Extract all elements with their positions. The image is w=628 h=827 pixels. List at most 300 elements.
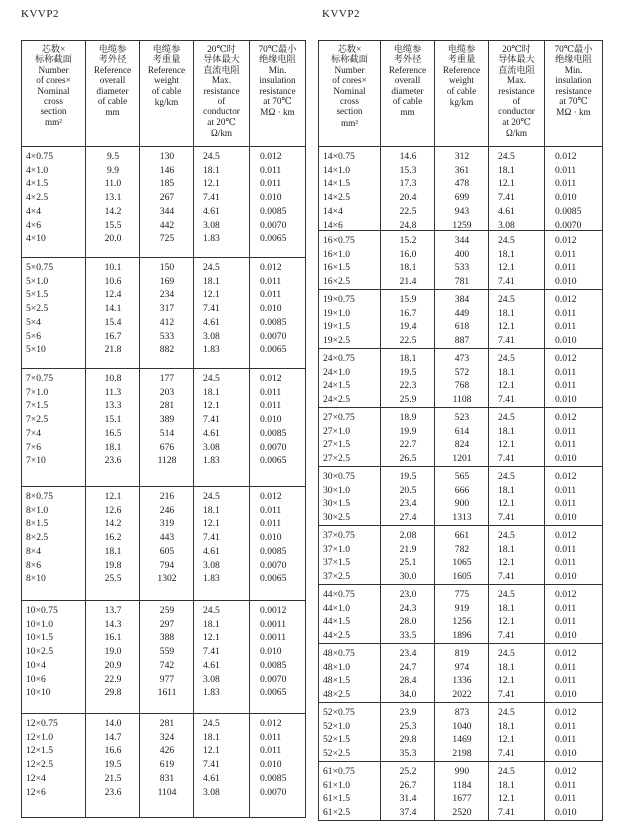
row-group	[319, 147, 603, 231]
diameter-cell: 23.4	[399, 498, 417, 510]
diameter-cell: 14.0	[104, 718, 122, 729]
core-section-cell: 5×6	[26, 330, 42, 342]
table-row	[319, 452, 603, 466]
diameter-cell: 19.5	[399, 366, 417, 378]
insulation-cell: 0.012	[555, 412, 577, 423]
insulation-cell: 0.0065	[260, 233, 287, 245]
core-section-cell: 30×2.5	[323, 512, 350, 524]
column-divider	[434, 703, 435, 761]
table-row	[22, 786, 306, 800]
column-divider	[85, 147, 86, 257]
table-row	[319, 497, 603, 511]
resistance-cell: 12.1	[203, 289, 220, 301]
table-row	[319, 293, 603, 307]
table-row	[319, 747, 603, 761]
diameter-cell: 16.7	[104, 330, 122, 342]
core-section-cell: 5×4	[26, 316, 42, 328]
diameter-cell: 9.9	[107, 164, 119, 176]
insulation-cell: 0.011	[260, 386, 282, 398]
column-header-line: Nominal	[37, 85, 70, 96]
insulation-cell: 0.0070	[555, 219, 582, 231]
weight-cell: 533	[454, 262, 470, 274]
weight-cell: 1469	[452, 734, 472, 746]
diameter-cell: 23.4	[399, 648, 417, 659]
insulation-cell: 0.0085	[260, 545, 287, 557]
resistance-cell: 12.1	[203, 632, 220, 644]
column-header-line: 芯数×	[41, 44, 66, 54]
core-section-cell: 10×1.0	[26, 618, 53, 630]
insulation-cell: 0.011	[555, 439, 577, 451]
core-section-cell: 12×4	[26, 772, 46, 784]
column-unit: Ω/km	[505, 128, 528, 139]
diameter-cell: 16.6	[104, 745, 122, 757]
table-row	[22, 604, 306, 618]
resistance-cell: 24.5	[498, 151, 515, 162]
weight-cell: 344	[159, 205, 175, 217]
table-row	[319, 366, 603, 380]
diameter-cell: 11.3	[104, 386, 122, 398]
weight-cell: 2198	[452, 748, 472, 760]
column-divider	[193, 601, 194, 713]
column-divider	[380, 644, 381, 702]
weight-cell: 324	[159, 731, 175, 743]
table-row	[319, 150, 603, 164]
resistance-cell: 3.08	[203, 559, 220, 571]
table-row	[22, 744, 306, 758]
column-divider	[488, 408, 489, 466]
core-section-cell: 14×2.5	[323, 192, 350, 204]
core-section-cell: 19×1.0	[323, 307, 350, 319]
column-divider	[193, 369, 194, 486]
column-divider	[139, 487, 140, 600]
resistance-cell: 24.5	[203, 718, 220, 729]
column-divider	[193, 487, 194, 600]
column-divider	[488, 147, 489, 230]
resistance-cell: 12.1	[498, 557, 515, 569]
column-header-line: at 20℃	[502, 116, 531, 127]
table-row	[319, 688, 603, 702]
table-row	[22, 191, 306, 205]
weight-cell: 572	[454, 366, 470, 378]
column-header-line: 绝缘电阻	[555, 54, 592, 65]
weight-cell: 234	[159, 289, 175, 301]
column-divider	[249, 714, 250, 817]
column-header-line: Reference	[388, 64, 427, 75]
insulation-cell: 0.011	[555, 661, 577, 673]
diameter-cell: 10.1	[104, 262, 122, 273]
insulation-cell: 0.010	[555, 748, 577, 760]
weight-cell: 169	[159, 275, 175, 287]
resistance-cell: 4.61	[203, 205, 220, 217]
table-row	[319, 261, 603, 275]
diameter-cell: 20.0	[104, 233, 122, 245]
column-header	[22, 41, 86, 147]
weight-cell: 661	[454, 530, 470, 541]
resistance-cell: 18.1	[498, 164, 515, 176]
diameter-cell: 23.9	[399, 707, 417, 718]
column-divider	[380, 290, 381, 348]
table-row	[319, 588, 603, 602]
table-row	[319, 393, 603, 407]
core-section-cell: 24×1.0	[323, 366, 350, 378]
insulation-cell: 0.011	[555, 321, 577, 333]
diameter-cell: 21.9	[399, 543, 417, 555]
weight-cell: 1313	[452, 512, 472, 524]
resistance-cell: 7.41	[203, 646, 220, 658]
core-section-cell: 10×10	[26, 687, 51, 699]
insulation-cell: 0.0065	[260, 687, 287, 699]
insulation-cell: 0.010	[555, 630, 577, 642]
weight-cell: 699	[454, 192, 470, 204]
table-row	[319, 511, 603, 525]
insulation-cell: 0.012	[555, 151, 577, 162]
insulation-cell: 0.0070	[260, 441, 287, 453]
resistance-cell: 12.1	[498, 380, 515, 392]
core-section-cell: 7×4	[26, 427, 42, 439]
weight-cell: 514	[159, 427, 175, 439]
table-row	[22, 631, 306, 645]
diameter-cell: 29.8	[399, 734, 417, 746]
core-section-cell: 44×1.0	[323, 602, 350, 614]
insulation-cell: 0.010	[555, 807, 577, 819]
row-group	[22, 487, 306, 601]
table-row	[22, 386, 306, 400]
core-section-cell: 16×2.5	[323, 276, 350, 288]
diameter-cell: 19.9	[399, 425, 417, 437]
column-divider	[434, 290, 435, 348]
column-header-line: weight	[153, 75, 179, 86]
column-header	[319, 41, 381, 147]
column-divider	[434, 467, 435, 525]
column-header	[381, 41, 435, 147]
table-row	[319, 164, 603, 178]
core-section-cell: 48×0.75	[323, 648, 355, 659]
diameter-cell: 23.6	[104, 455, 122, 467]
column-divider	[139, 258, 140, 368]
diameter-cell: 30.0	[399, 571, 417, 583]
resistance-cell: 24.5	[498, 294, 515, 305]
table-row	[319, 219, 603, 231]
weight-cell: 824	[454, 439, 470, 451]
column-divider	[193, 147, 194, 257]
column-header-line: 70℃最小	[554, 44, 593, 54]
resistance-cell: 4.61	[203, 659, 220, 671]
resistance-cell: 18.1	[203, 504, 220, 516]
insulation-cell: 0.011	[555, 366, 577, 378]
resistance-cell: 24.5	[498, 235, 515, 246]
insulation-cell: 0.011	[260, 400, 282, 412]
insulation-cell: 0.011	[555, 734, 577, 746]
diameter-cell: 14.2	[104, 518, 122, 530]
core-section-cell: 48×2.5	[323, 689, 350, 701]
diameter-cell: 20.5	[399, 484, 417, 496]
table-row	[319, 379, 603, 393]
insulation-cell: 0.010	[260, 532, 282, 544]
resistance-cell: 12.1	[498, 439, 515, 451]
weight-cell: 943	[454, 205, 470, 217]
weight-cell: 473	[454, 353, 470, 364]
diameter-cell: 20.4	[399, 192, 417, 204]
resistance-cell: 18.1	[498, 366, 515, 378]
table-row	[22, 302, 306, 316]
resistance-cell: 7.41	[203, 303, 220, 315]
weight-cell: 666	[454, 484, 470, 496]
table-row	[319, 529, 603, 543]
core-section-cell: 37×1.0	[323, 543, 350, 555]
weight-cell: 742	[159, 659, 175, 671]
insulation-cell: 0.0070	[260, 559, 287, 571]
insulation-cell: 0.010	[555, 394, 577, 406]
core-section-cell: 5×1.0	[26, 275, 49, 287]
column-header-line: overall	[394, 75, 421, 86]
column-header-line: 标称截面	[331, 54, 368, 65]
table-row	[319, 425, 603, 439]
weight-cell: 216	[159, 491, 175, 502]
resistance-cell: 3.08	[203, 330, 220, 342]
resistance-cell: 4.61	[203, 772, 220, 784]
column-divider	[85, 369, 86, 486]
diameter-cell: 11.0	[104, 178, 122, 190]
column-header-line: Min.	[268, 64, 287, 75]
column-header-line: of cable	[151, 85, 182, 96]
diameter-cell: 24.8	[399, 219, 417, 231]
resistance-cell: 7.41	[498, 512, 515, 524]
resistance-cell: 4.61	[498, 205, 515, 217]
column-header	[86, 41, 140, 147]
column-divider	[434, 147, 435, 230]
column-header-line: 考重量	[152, 54, 181, 65]
resistance-cell: 7.41	[498, 630, 515, 642]
resistance-cell: 12.1	[498, 262, 515, 274]
resistance-cell: 3.08	[203, 673, 220, 685]
diameter-cell: 12.4	[104, 289, 122, 301]
insulation-cell: 0.011	[555, 616, 577, 628]
core-section-cell: 10×2.5	[26, 646, 53, 658]
table-row	[22, 659, 306, 673]
diameter-cell: 22.5	[399, 205, 417, 217]
core-section-cell: 30×0.75	[323, 471, 355, 482]
weight-cell: 1184	[452, 779, 472, 791]
core-section-cell: 4×10	[26, 233, 46, 245]
table-row	[319, 411, 603, 425]
column-divider	[544, 585, 545, 643]
weight-cell: 819	[454, 648, 470, 659]
column-divider	[544, 467, 545, 525]
resistance-cell: 18.1	[498, 779, 515, 791]
insulation-cell: 0.010	[555, 192, 577, 204]
diameter-cell: 22.3	[399, 380, 417, 392]
table-row	[22, 343, 306, 357]
column-header	[489, 41, 545, 147]
column-divider	[380, 408, 381, 466]
table-row	[319, 320, 603, 334]
insulation-cell: 0.0011	[260, 618, 287, 630]
column-divider	[488, 762, 489, 820]
diameter-cell: 19.8	[104, 559, 122, 571]
weight-cell: 1128	[157, 455, 177, 467]
table-row	[22, 454, 306, 468]
resistance-cell: 3.08	[203, 441, 220, 453]
column-header	[435, 41, 489, 147]
column-header-line: diameter	[96, 85, 129, 96]
diameter-cell: 25.2	[399, 766, 417, 777]
table-row	[319, 275, 603, 289]
column-header-line: at 20℃	[207, 116, 236, 127]
insulation-cell: 0.010	[555, 335, 577, 347]
resistance-cell: 3.08	[498, 219, 515, 231]
insulation-cell: 0.012	[555, 294, 577, 305]
resistance-cell: 7.41	[498, 807, 515, 819]
column-header-line: 考外径	[393, 54, 422, 65]
core-section-cell: 8×4	[26, 545, 42, 557]
column-header-line: of cable	[392, 96, 423, 107]
resistance-cell: 24.5	[498, 648, 515, 659]
resistance-cell: 24.5	[498, 766, 515, 777]
core-section-cell: 5×0.75	[26, 262, 53, 273]
weight-cell: 246	[159, 504, 175, 516]
row-group	[319, 526, 603, 585]
insulation-cell: 0.0070	[260, 673, 287, 685]
resistance-cell: 18.1	[203, 275, 220, 287]
column-unit: mm	[105, 107, 120, 118]
row-group	[319, 408, 603, 467]
diameter-cell: 19.4	[399, 321, 417, 333]
weight-cell: 1256	[452, 616, 472, 628]
column-header-line: resistance	[203, 85, 240, 96]
column-divider	[139, 147, 140, 257]
insulation-cell: 0.012	[555, 530, 577, 541]
table-row	[22, 686, 306, 700]
diameter-cell: 12.6	[104, 504, 122, 516]
resistance-cell: 3.08	[203, 786, 220, 798]
core-section-cell: 44×1.5	[323, 616, 350, 628]
column-divider	[488, 231, 489, 289]
resistance-cell: 7.41	[203, 192, 220, 204]
table-row	[319, 629, 603, 643]
diameter-cell: 2.08	[399, 530, 417, 541]
insulation-cell: 0.012	[555, 707, 577, 718]
column-unit: MΩ · km	[556, 107, 591, 118]
core-section-cell: 8×10	[26, 573, 46, 585]
core-section-cell: 16×0.75	[323, 235, 355, 246]
column-unit: mm	[400, 107, 415, 118]
weight-cell: 676	[159, 441, 175, 453]
column-divider	[380, 147, 381, 230]
diameter-cell: 26.7	[399, 779, 417, 791]
resistance-cell: 24.5	[203, 491, 220, 502]
diameter-cell: 20.9	[104, 659, 122, 671]
table-row	[22, 545, 306, 559]
column-header-line: 电缆参	[447, 44, 476, 54]
core-section-cell: 37×2.5	[323, 571, 350, 583]
diameter-cell: 14.6	[399, 151, 417, 162]
core-section-cell: 5×10	[26, 344, 46, 356]
insulation-cell: 0.0085	[260, 316, 287, 328]
table-row	[319, 615, 603, 629]
column-header-line: Max.	[211, 75, 232, 86]
column-header-line: of cores×	[36, 75, 71, 86]
table-row	[22, 177, 306, 191]
weight-cell: 974	[454, 661, 470, 673]
table-row	[22, 717, 306, 731]
insulation-cell: 0.0085	[260, 427, 287, 439]
column-header-line: of cores×	[332, 75, 367, 86]
weight-cell: 1677	[452, 793, 472, 805]
diameter-cell: 15.9	[399, 294, 417, 305]
weight-cell: 781	[454, 276, 470, 288]
resistance-cell: 12.1	[498, 321, 515, 333]
diameter-cell: 19.5	[399, 471, 417, 482]
column-header	[194, 41, 250, 147]
column-divider	[488, 526, 489, 584]
right-table-title: KVVP2	[322, 8, 360, 20]
diameter-cell: 19.0	[104, 646, 122, 658]
resistance-cell: 24.5	[498, 471, 515, 482]
weight-cell: 775	[454, 589, 470, 600]
table-row	[22, 427, 306, 441]
table-row	[22, 261, 306, 275]
column-divider	[380, 585, 381, 643]
diameter-cell: 18.1	[399, 353, 417, 364]
resistance-cell: 12.1	[203, 400, 220, 412]
resistance-cell: 12.1	[498, 734, 515, 746]
column-divider	[544, 526, 545, 584]
diameter-cell: 23.6	[104, 786, 122, 798]
insulation-cell: 0.010	[260, 303, 282, 315]
row-group	[319, 644, 603, 703]
column-header-line: 直流电阻	[203, 64, 240, 75]
resistance-cell: 12.1	[498, 616, 515, 628]
weight-cell: 203	[159, 386, 175, 398]
resistance-cell: 24.5	[498, 412, 515, 423]
insulation-cell: 0.011	[260, 731, 282, 743]
core-section-cell: 7×1.0	[26, 386, 49, 398]
insulation-cell: 0.011	[260, 504, 282, 516]
diameter-cell: 15.1	[104, 414, 122, 426]
column-header-line: 考外径	[98, 54, 127, 65]
column-divider	[249, 369, 250, 486]
column-header-line: Max.	[506, 75, 527, 86]
table-row	[319, 806, 603, 820]
insulation-cell: 0.010	[555, 571, 577, 583]
insulation-cell: 0.010	[260, 414, 282, 426]
table-row	[22, 413, 306, 427]
table-row	[22, 232, 306, 246]
resistance-cell: 7.41	[498, 748, 515, 760]
core-section-cell: 16×1.5	[323, 262, 350, 274]
column-divider	[544, 349, 545, 407]
resistance-cell: 1.83	[203, 573, 220, 585]
diameter-cell: 15.3	[399, 164, 417, 176]
row-group	[319, 231, 603, 290]
resistance-cell: 18.1	[498, 484, 515, 496]
resistance-cell: 12.1	[203, 745, 220, 757]
core-section-cell: 4×1.5	[26, 178, 49, 190]
column-divider	[544, 290, 545, 348]
insulation-cell: 0.0085	[260, 205, 287, 217]
resistance-cell: 7.41	[498, 571, 515, 583]
insulation-cell: 0.0070	[260, 786, 287, 798]
resistance-cell: 7.41	[498, 276, 515, 288]
table-row	[319, 647, 603, 661]
insulation-cell: 0.011	[260, 164, 282, 176]
row-group	[319, 290, 603, 349]
weight-cell: 782	[454, 543, 470, 555]
core-section-cell: 5×1.5	[26, 289, 49, 301]
core-section-cell: 7×2.5	[26, 414, 49, 426]
column-unit: mm²	[340, 117, 359, 128]
column-header-line: 绝缘电阻	[259, 54, 296, 65]
